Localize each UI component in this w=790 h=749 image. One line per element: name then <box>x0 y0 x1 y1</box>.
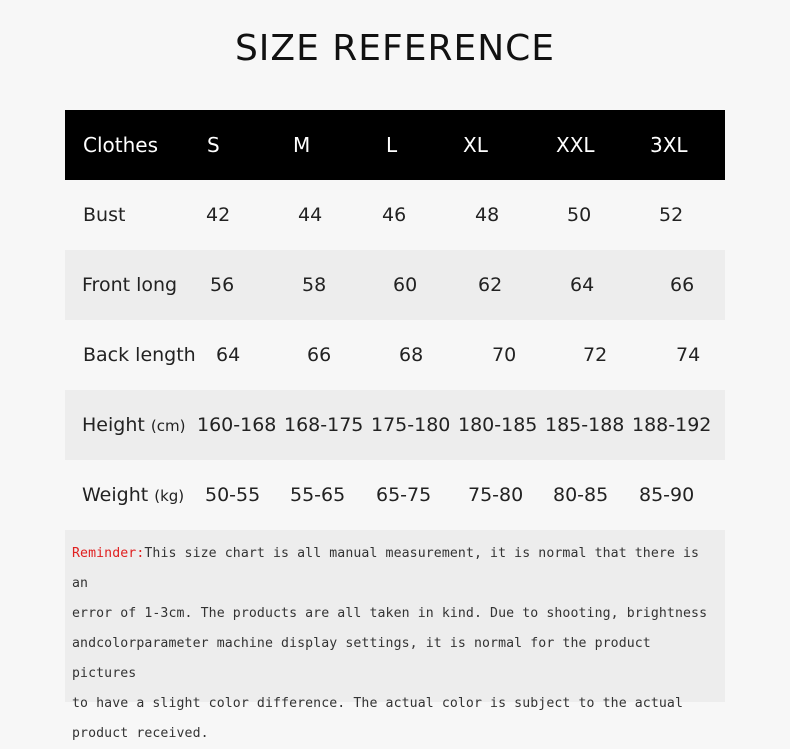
table-cell: 50-55 <box>205 484 261 506</box>
table-cell: 188-192 <box>632 414 712 436</box>
table-cell: 160-168 <box>197 414 277 436</box>
reminder-line: error of 1-3cm. The products are all taken in kind. Due to shooting, brightness <box>72 606 708 621</box>
reminder-line: to have a slight color difference. The actual color is subject to the actual <box>72 696 684 711</box>
table-cell: 44 <box>298 204 323 226</box>
reminder-line: andcolorparameter machine display settings, it is normal for the product pictures <box>72 636 651 681</box>
table-cell: 175-180 <box>371 414 451 436</box>
header-size-xl: XL <box>463 133 488 157</box>
header-size-xxl: XXL <box>556 133 595 157</box>
reminder-note <box>65 530 725 741</box>
row-label-height-unit: (cm) <box>150 417 186 435</box>
table-cell: 168-175 <box>284 414 364 436</box>
table-cell: 80-85 <box>553 484 609 506</box>
table-cell: 55-65 <box>290 484 346 506</box>
reminder-text: This size chart is all manual measurement, it is normal that there is an <box>72 546 700 591</box>
header-size-3xl: 3XL <box>650 133 688 157</box>
reminder-line: product received. <box>72 726 209 741</box>
table-cell: 66 <box>307 344 332 366</box>
row-label-weight-unit: (kg) <box>154 487 185 505</box>
row-label-weight-text: Weight <box>82 484 149 506</box>
table-cell: 42 <box>206 204 231 226</box>
row-label-back-length: Back length <box>83 344 196 366</box>
table-cell: 46 <box>382 204 407 226</box>
table-cell: 66 <box>670 274 695 296</box>
table-row <box>65 180 725 250</box>
table-cell: 85-90 <box>639 484 695 506</box>
table-cell: 52 <box>659 204 684 226</box>
table-row <box>65 250 725 320</box>
row-label-bust: Bust <box>83 204 126 226</box>
row-label-height-text: Height <box>82 414 145 436</box>
header-size-l: L <box>386 133 398 157</box>
row-label-front-long: Front long <box>82 274 178 296</box>
table-cell: 72 <box>583 344 608 366</box>
reminder-prefix: Reminder: <box>72 546 145 561</box>
table-cell: 68 <box>399 344 424 366</box>
table-cell: 185-188 <box>545 414 625 436</box>
table-cell: 70 <box>492 344 517 366</box>
table-cell: 65-75 <box>376 484 432 506</box>
header-size-m: M <box>293 133 311 157</box>
table-cell: 60 <box>393 274 418 296</box>
table-cell: 50 <box>567 204 592 226</box>
table-cell: 58 <box>302 274 327 296</box>
table-cell: 180-185 <box>458 414 538 436</box>
size-table <box>65 110 725 530</box>
table-cell: 74 <box>676 344 701 366</box>
table-row <box>65 390 725 460</box>
table-row <box>65 320 725 390</box>
table-cell: 64 <box>216 344 241 366</box>
table-cell: 75-80 <box>468 484 524 506</box>
header-size-s: S <box>207 133 220 157</box>
table-cell: 56 <box>210 274 235 296</box>
row-label-weight <box>82 460 184 530</box>
header-label: Clothes <box>83 133 158 157</box>
table-row <box>65 460 725 530</box>
table-header-row <box>65 110 725 180</box>
row-label-height <box>82 390 185 460</box>
page-title: SIZE REFERENCE <box>234 28 556 69</box>
table-cell: 64 <box>570 274 595 296</box>
table-cell: 62 <box>478 274 503 296</box>
reminder-line <box>72 539 721 599</box>
table-cell: 48 <box>475 204 500 226</box>
